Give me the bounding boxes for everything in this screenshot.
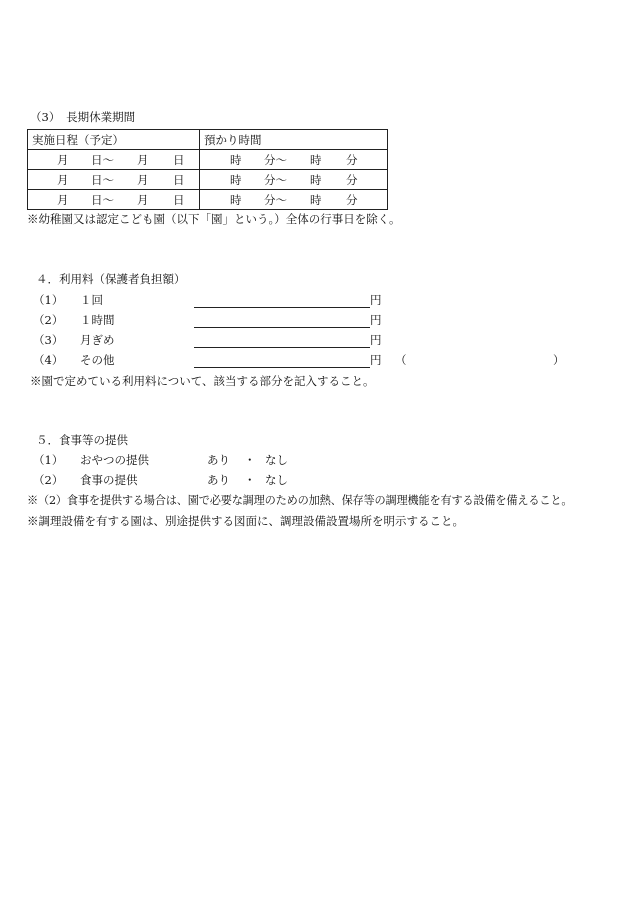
fee-item-num: （3） [33,333,64,347]
meal-item-label: おやつの提供 [80,453,149,467]
section3-note: ※幼稚園又は認定こども園（以下「園」という。）全体の行事日を除く。 [27,212,401,226]
fee-blank-line [194,347,370,348]
yen-unit: 円 [370,353,382,367]
col-header-dates: 実施日程（予定） [28,130,200,150]
section5-note-2: ※調理設備を有する園は、別途提供する図面に、調理設備設置場所を明示すること。 [27,514,464,528]
fee-blank-line [194,367,370,368]
table-row [28,170,388,190]
section5-note-1: ※（2）食事を提供する場合は、園で必要な調理のための加熱、保存等の調理機能を有する設備を備えること。 [27,494,573,507]
option-no[interactable]: なし [265,453,288,467]
date-range-cell: 月 日～ 月 日 [28,170,200,190]
option-yes[interactable]: あり [207,473,230,487]
yen-unit: 円 [370,333,382,347]
fee-item-label: １時間 [80,313,115,327]
option-separator: ・ [244,453,256,467]
col-header-hours: 預かり時間 [200,130,388,150]
fee-item-label: 月ぎめ [80,333,115,347]
option-no[interactable]: なし [265,473,288,487]
table-header-row [28,130,388,150]
section4-note: ※園で定めている利用料について、該当する部分を記入すること。 [30,374,375,388]
table-row [28,190,388,210]
section5-heading: ５．食事等の提供 [36,433,128,447]
time-range-cell: 時 分～ 時 分 [200,150,388,170]
fee-item-num: （4） [33,353,64,367]
meal-item-num: （1） [33,453,64,467]
section4-heading: ４．利用料（保護者負担額） [36,272,186,286]
paren-open: （ [395,353,407,367]
section3-heading: （3） 長期休業期間 [30,110,136,124]
schedule-table [27,129,388,210]
option-separator: ・ [244,473,256,487]
time-range-cell: 時 分～ 時 分 [200,170,388,190]
time-range-cell: 時 分～ 時 分 [200,190,388,210]
fee-item-num: （1） [33,293,64,307]
fee-blank-line [194,307,370,308]
paren-close: ） [553,353,565,367]
fee-item-num: （2） [33,313,64,327]
meal-item-num: （2） [33,473,64,487]
date-range-cell: 月 日～ 月 日 [28,150,200,170]
date-range-cell: 月 日～ 月 日 [28,190,200,210]
table-row [28,150,388,170]
fee-item-label: その他 [80,353,115,367]
option-yes[interactable]: あり [207,453,230,467]
meal-item-label: 食事の提供 [80,473,138,487]
fee-item-label: １回 [80,293,103,307]
yen-unit: 円 [370,313,382,327]
fee-blank-line [194,327,370,328]
yen-unit: 円 [370,293,382,307]
